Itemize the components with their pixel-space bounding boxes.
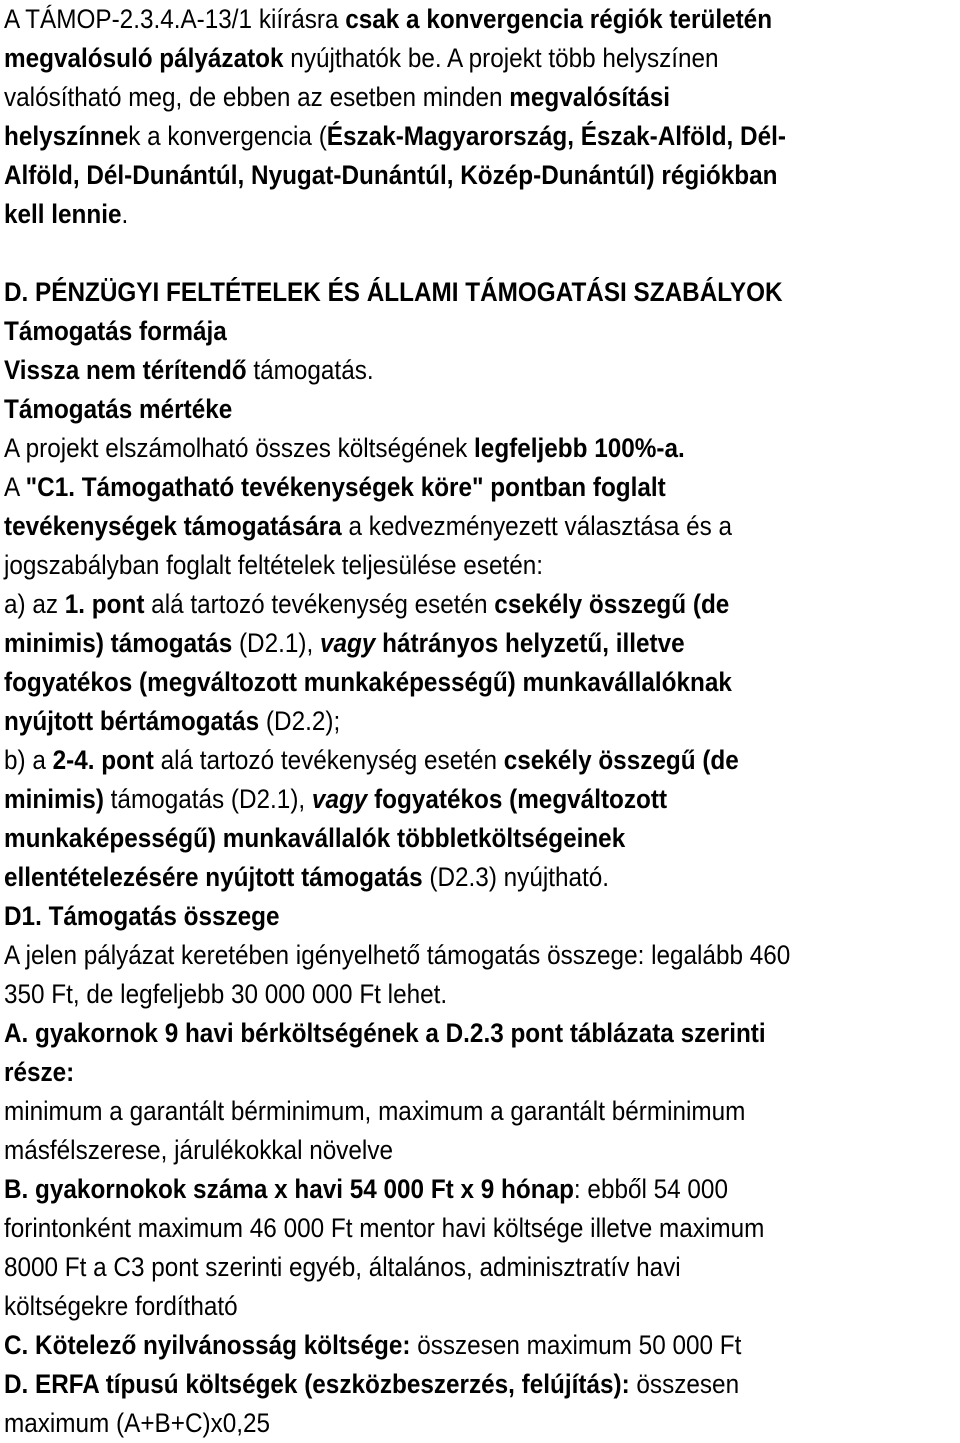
text-run: 1. pont: [64, 589, 145, 619]
text-line: [4, 351, 864, 390]
text-run: A jelen pályázat keretében igényelhető támogatás összege: legalább 460: [4, 940, 791, 970]
text-line: [4, 897, 864, 936]
text-line: [4, 1287, 864, 1326]
text-run: ellentételezésére nyújtott támogatás: [4, 862, 423, 892]
text-run: maximum (A+B+C)x0,25: [4, 1408, 271, 1438]
text-run: 350 Ft, de legfeljebb 30 000 000 Ft lehet.: [4, 979, 448, 1009]
text-run: k a konvergencia (: [128, 121, 327, 151]
text-run: nyújthatók be. A projekt több helyszínen: [283, 43, 719, 73]
text-run: megvalósuló pályázatok: [4, 43, 284, 73]
text-run: 2-4. pont: [52, 745, 154, 775]
text-run: csekély összegű (de: [494, 589, 730, 619]
text-run: A projekt elszámolható összes költségének: [4, 433, 475, 463]
text-line: [4, 780, 864, 819]
text-run: Támogatás mértéke: [4, 394, 233, 424]
text-run: munkaképességű) munkavállalók többletköltségeinek: [4, 823, 626, 853]
text-run: (D2.2);: [259, 706, 341, 736]
text-run: csekély összegű (de: [503, 745, 739, 775]
text-line: [4, 702, 864, 741]
text-run: a) az: [4, 589, 65, 619]
text-line: [4, 1014, 864, 1053]
text-run: legfeljebb 100%-a.: [474, 433, 685, 463]
text-run: (D2.3) nyújtható.: [422, 862, 610, 892]
text-run: másfélszerese, járulékokkal növelve: [4, 1135, 393, 1165]
text-run: vagy: [319, 628, 376, 658]
text-line: [4, 312, 864, 351]
text-run: (D2.1),: [232, 628, 320, 658]
text-run: A TÁMOP-2.3.4.A-13/1 kiírásra: [4, 4, 346, 34]
text-line: [4, 1053, 864, 1092]
text-run: kell lennie: [4, 199, 122, 229]
text-line: [4, 468, 864, 507]
text-run: A. gyakornok 9 havi bérköltségének a D.2.3 pont táblázata szerinti: [4, 1018, 766, 1048]
text-line: [4, 1404, 864, 1443]
text-line: [4, 975, 864, 1014]
text-run: minimis) támogatás: [4, 628, 233, 658]
text-run: összesen maximum 50 000 Ft: [410, 1330, 742, 1360]
text-run: alá tartozó tevékenység esetén: [144, 589, 495, 619]
text-line: [4, 546, 864, 585]
text-line: [4, 117, 864, 156]
text-run: nyújtott bértámogatás: [4, 706, 260, 736]
text-run: 8000 Ft a C3 pont szerinti egyéb, általános, adminisztratív havi: [4, 1252, 681, 1282]
text-run: tevékenységek támogatására: [4, 511, 342, 541]
text-run: "C1. Támogatható tevékenységek köre" pontban foglalt: [25, 472, 666, 502]
text-run: költségekre fordítható: [4, 1291, 238, 1321]
text-run: vagy: [311, 784, 368, 814]
text-line: [4, 1326, 864, 1365]
text-line: [4, 390, 864, 429]
text-run: D. PÉNZÜGYI FELTÉTELEK ÉS ÁLLAMI TÁMOGATÁSI SZABÁLYOK: [4, 277, 783, 307]
text-run: b) a: [4, 745, 53, 775]
text-run: Észak-Magyarország, Észak-Alföld, Dél-: [326, 121, 786, 151]
text-run: valósítható meg, de ebben az esetben minden: [4, 82, 510, 112]
text-line: [4, 195, 864, 234]
text-run: összesen: [629, 1369, 740, 1399]
text-line: [4, 429, 864, 468]
text-run: része:: [4, 1057, 75, 1087]
text-run: csak a konvergencia régiók területén: [345, 4, 773, 34]
text-line: [4, 0, 864, 39]
text-run: Vissza nem térítendő: [4, 355, 247, 385]
text-run: támogatás.: [246, 355, 374, 385]
text-run: a kedvezményezett választása és a: [341, 511, 733, 541]
text-run: D1. Támogatás összege: [4, 901, 280, 931]
text-line: [4, 936, 864, 975]
text-run: D. ERFA típusú költségek (eszközbeszerzés, felújítás):: [4, 1369, 630, 1399]
text-line: [4, 1170, 864, 1209]
text-line: [4, 507, 864, 546]
text-line: [4, 1209, 864, 1248]
text-run: minimis): [4, 784, 104, 814]
text-line: [4, 273, 864, 312]
text-run: Alföld, Dél-Dunántúl, Nyugat-Dunántúl, Közép-Dunántúl) régiókban: [4, 160, 778, 190]
text-run: alá tartozó tevékenység esetén: [153, 745, 504, 775]
text-run: hátrányos helyzetű, illetve: [375, 628, 685, 658]
text-line: [4, 1365, 864, 1404]
text-run: támogatás (D2.1),: [103, 784, 312, 814]
text-line: [4, 156, 864, 195]
text-line: [4, 819, 864, 858]
text-line: [4, 39, 864, 78]
text-line: [4, 1248, 864, 1287]
text-line: [4, 234, 864, 273]
text-run: B. gyakornokok száma x havi 54 000 Ft x 9 hónap: [4, 1174, 574, 1204]
text-run: A: [4, 472, 26, 502]
text-line: [4, 624, 864, 663]
text-line: [4, 78, 864, 117]
text-run: jogszabályban foglalt feltételek teljesülése esetén:: [4, 550, 544, 580]
text-line: [4, 1131, 864, 1170]
text-line: [4, 585, 864, 624]
text-line: [4, 663, 864, 702]
text-run: megvalósítási: [509, 82, 670, 112]
text-run: : ebből 54 000: [573, 1174, 728, 1204]
text-line: [4, 1092, 864, 1131]
text-run: fogyatékos (megváltozott munkaképességű) munkavállalóknak: [4, 667, 732, 697]
text-run: fogyatékos (megváltozott: [367, 784, 668, 814]
text-line: [4, 858, 864, 897]
text-line: [4, 741, 864, 780]
text-run: .: [121, 199, 129, 229]
text-run: C. Kötelező nyilvánosság költsége:: [4, 1330, 411, 1360]
text-run: helyszínne: [4, 121, 129, 151]
text-run: forintonként maximum 46 000 Ft mentor havi költsége illetve maximum: [4, 1213, 765, 1243]
text-run: minimum a garantált bérminimum, maximum a garantált bérminimum: [4, 1096, 746, 1126]
text-run: Támogatás formája: [4, 316, 227, 346]
